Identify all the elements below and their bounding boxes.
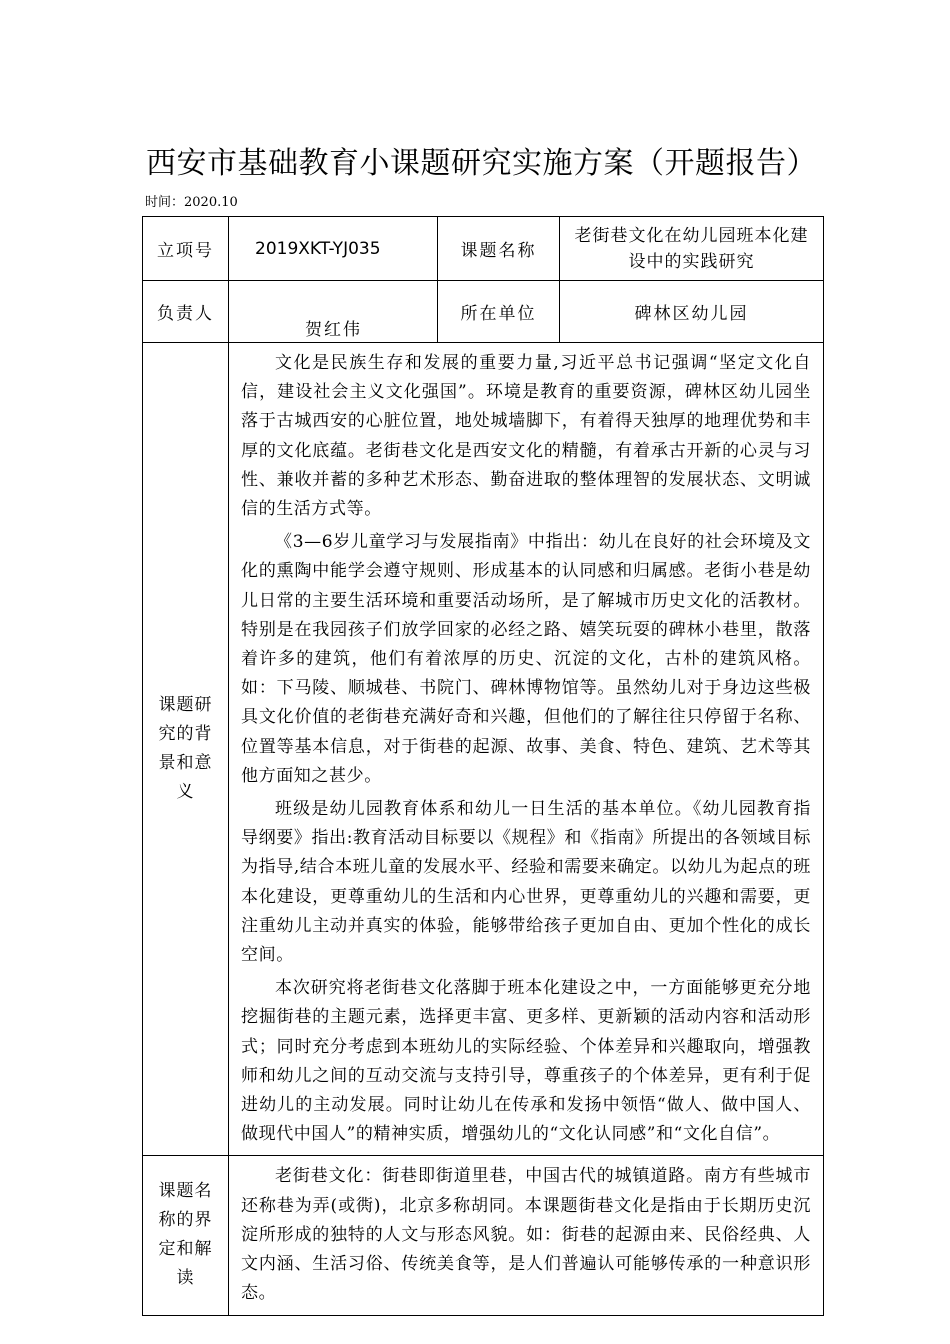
document-title: 西安市基础教育小课题研究实施方案（开题报告） [146, 146, 817, 181]
table-row [143, 1156, 824, 1315]
project-no-value: 2019XKT-YJ035 [229, 217, 438, 281]
date-line: 时间：2020.10 [145, 195, 238, 210]
unit-value: 碑林区幼儿园 [560, 281, 824, 343]
definition-label: 课题名称的界定和解读 [143, 1156, 229, 1315]
background-paragraph: 文化是民族生存和发展的重要力量,习近平总书记强调“坚定文化自信，建设社会主义文化强国”。环境是教育的重要资源，碑林区幼儿园坐落于古城西安的心脏位置，地处城墙脚下，有着得天独厚的地理优势和丰厚的文化底蕴。老街巷文化是西安文化的精髓，有着承古开新的心灵与习性、兼收并蓄的多种艺术形态、勤奋进取的整体理智的发展状态、文明诚信的生活方式等。 [241, 353, 811, 520]
proposal-table [142, 216, 824, 1316]
definition-content [229, 1156, 824, 1315]
background-paragraph: 班级是幼儿园教育体系和幼儿一日生活的基本单位。《幼儿园教育指导纲要》指出:教育活动目标要以《规程》和《指南》所提出的各领域目标为指导,结合本班儿童的发展水平、经验和需要来确定。以幼儿为起点的班本化建设，更尊重幼儿的生活和内心世界，更尊重幼儿的兴趣和需要，更注重幼儿主动并真实的体验，能够带给孩子更加自由、更加个性化的成长空间。 [241, 799, 811, 966]
leader-value: 贺红伟 [229, 281, 438, 343]
background-content [229, 343, 824, 1156]
background-paragraph: 本次研究将老街巷文化落脚于班本化建设之中，一方面能够更充分地挖掘街巷的主题元素，选择更丰富、更多样、更新颖的活动内容和活动形式；同时充分考虑到本班幼儿的实际经验、个体差异和兴趣取向，增强教师和幼儿之间的互动交流与支持引导，尊重孩子的个体差异，更有利于促进幼儿的主动发展。同时让幼儿在传承和发扬中领悟“做人、做中国人、做现代中国人”的精神实质，增强幼儿的“文化认同感”和“文化自信”。 [241, 978, 811, 1145]
table-row [143, 281, 824, 343]
unit-label: 所在单位 [438, 281, 560, 343]
table-row [143, 343, 824, 1156]
project-name-label: 课题名称 [438, 217, 560, 281]
background-label: 课题研究的背景和意义 [143, 343, 229, 1156]
definition-paragraph: 老街巷文化：街巷即街道里巷，中国古代的城镇道路。南方有些城市还称巷为弄(或衖)，北京多称胡同。本课题街巷文化是指由于长期历史沉淀所形成的独特的人文与形态风貌。如：街巷的起源由来、民俗经典、人文内涵、生活习俗、传统美食等，是人们普遍认可能够传承的一种意识形态。 [241, 1166, 811, 1304]
project-no-label: 立项号 [143, 217, 229, 281]
table-row [143, 217, 824, 281]
background-paragraph: 《3—6岁儿童学习与发展指南》中指出：幼儿在良好的社会环境及文化的熏陶中能学会遵守规则、形成基本的认同感和归属感。老街小巷是幼儿日常的主要生活环境和重要活动场所，是了解城市历史文化的活教材。特别是在我园孩子们放学回家的必经之路、嬉笑玩耍的碑林小巷里，散落着许多的建筑，他们有着浓厚的历史、沉淀的文化，古朴的建筑风格。如：下马陵、顺城巷、书院门、碑林博物馆等。虽然幼儿对于身边这些极具文化价值的老街巷充满好奇和兴趣，但他们的了解往往只停留于名称、位置等基本信息，对于街巷的起源、故事、美食、特色、建筑、艺术等其他方面知之甚少。 [241, 532, 811, 786]
project-name-value: 老街巷文化在幼儿园班本化建设中的实践研究 [560, 217, 824, 281]
leader-label: 负责人 [143, 281, 229, 343]
